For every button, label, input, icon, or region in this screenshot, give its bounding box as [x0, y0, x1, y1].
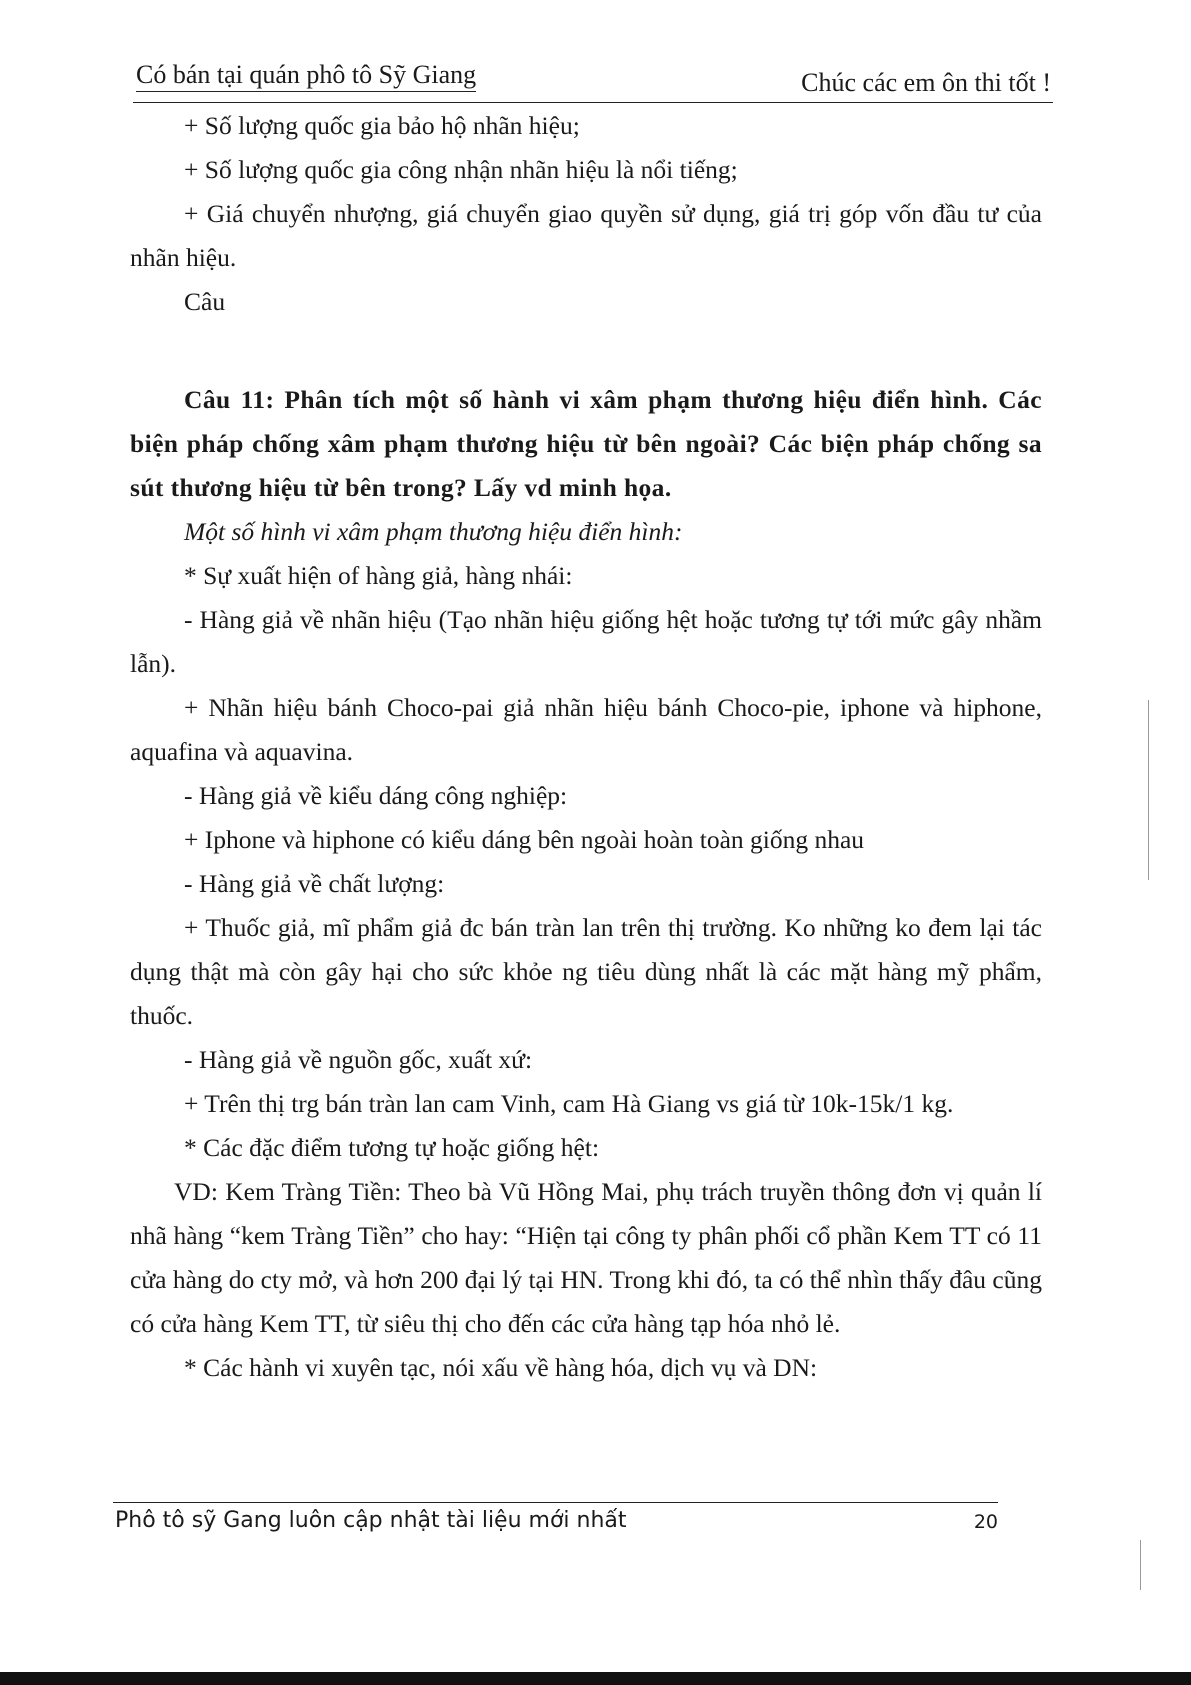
page-footer — [113, 1502, 998, 1543]
header-shop-name: Có bán tại quán phô tô Sỹ Giang — [136, 60, 476, 92]
item-fake-quality: - Hàng giả về chất lượng: — [184, 869, 445, 898]
page-number: 20 — [973, 1511, 998, 1533]
item-counterfeit-goods: * Sự xuất hiện of hàng giả, hàng nhái: — [184, 561, 573, 590]
footer-note: Phô tô sỹ Gang luôn cập nhật tài liệu mới nhất — [115, 1508, 627, 1533]
item-fake-origin: - Hàng giả về nguồn gốc, xuất xứ: — [184, 1045, 533, 1074]
item-defamation: * Các hành vi xuyên tạc, nói xấu về hàng hóa, dịch vụ và DN: — [184, 1353, 818, 1382]
question-11-heading: Câu 11: Phân tích một số hành vi xâm phạm thương hiệu điển hình. Các biện pháp chống xâm phạm thương hiệu từ bên ngoài? Các biện pháp chống sa sút thương hiệu từ bên trong? Lấy vd minh họa. — [130, 385, 1042, 502]
question-stub: Câu — [184, 287, 226, 316]
paragraph-fake-trademark: - Hàng giả về nhãn hiệu (Tạo nhãn hiệu giống hệt hoặc tương tự tới mức gây nhầm lẫn). — [130, 605, 1042, 678]
bullet-protected-countries: + Số lượng quốc gia bảo hộ nhãn hiệu; — [184, 111, 580, 140]
item-fake-industrial-design: - Hàng giả về kiểu dáng công nghiệp: — [184, 781, 568, 810]
scan-edge-mark — [1148, 700, 1149, 880]
item-similar-features: * Các đặc điểm tương tự hoặc giống hệt: — [184, 1133, 600, 1162]
paragraph-choco-pie-example: + Nhãn hiệu bánh Choco-pai giả nhãn hiệu bánh Choco-pie, iphone và hiphone, aquafina và aquavina. — [130, 693, 1042, 766]
paragraph-fake-medicine: + Thuốc giả, mĩ phẩm giả đc bán tràn lan trên thị trường. Ko những ko đem lại tác dụng thật mà còn gây hại cho sức khỏe ng tiêu dùng nhất là các mặt hàng mỹ phẩm, thuốc. — [130, 913, 1042, 1030]
page-header — [133, 58, 1053, 103]
page-body — [130, 104, 1042, 1390]
section-subheading: Một số hình vi xâm phạm thương hiệu điển hình: — [184, 517, 683, 546]
paragraph-transfer-value: + Giá chuyển nhượng, giá chuyển giao quyền sử dụng, giá trị góp vốn đầu tư của nhãn hiệu. — [130, 199, 1042, 272]
paragraph-kem-trang-tien: VD: Kem Tràng Tiền: Theo bà Vũ Hồng Mai, phụ trách truyền thông đơn vị quản lí nhã hàng “kem Tràng Tiền” cho hay: “Hiện tại công ty phân phối cổ phần Kem TT có 11 cửa hàng do cty mở, và hơn 200 đại lý tại HN. Trong khi đó, ta có thể nhìn thấy đâu cũng có cửa hàng Kem TT, từ siêu thị cho đến các cửa hàng tạp hóa nhỏ lẻ. — [130, 1177, 1042, 1338]
scan-border — [0, 1672, 1191, 1685]
bullet-famous-recognition: + Số lượng quốc gia công nhận nhãn hiệu là nổi tiếng; — [184, 155, 738, 184]
header-greeting: Chúc các em ôn thi tốt ! — [801, 68, 1051, 97]
item-iphone-example: + Iphone và hiphone có kiểu dáng bên ngoài hoàn toàn giống nhau — [184, 825, 865, 854]
scan-edge-mark — [1140, 1540, 1141, 1590]
blank-gap — [130, 324, 1042, 368]
item-orange-example: + Trên thị trg bán tràn lan cam Vinh, cam Hà Giang vs giá từ 10k-15k/1 kg. — [184, 1089, 954, 1118]
